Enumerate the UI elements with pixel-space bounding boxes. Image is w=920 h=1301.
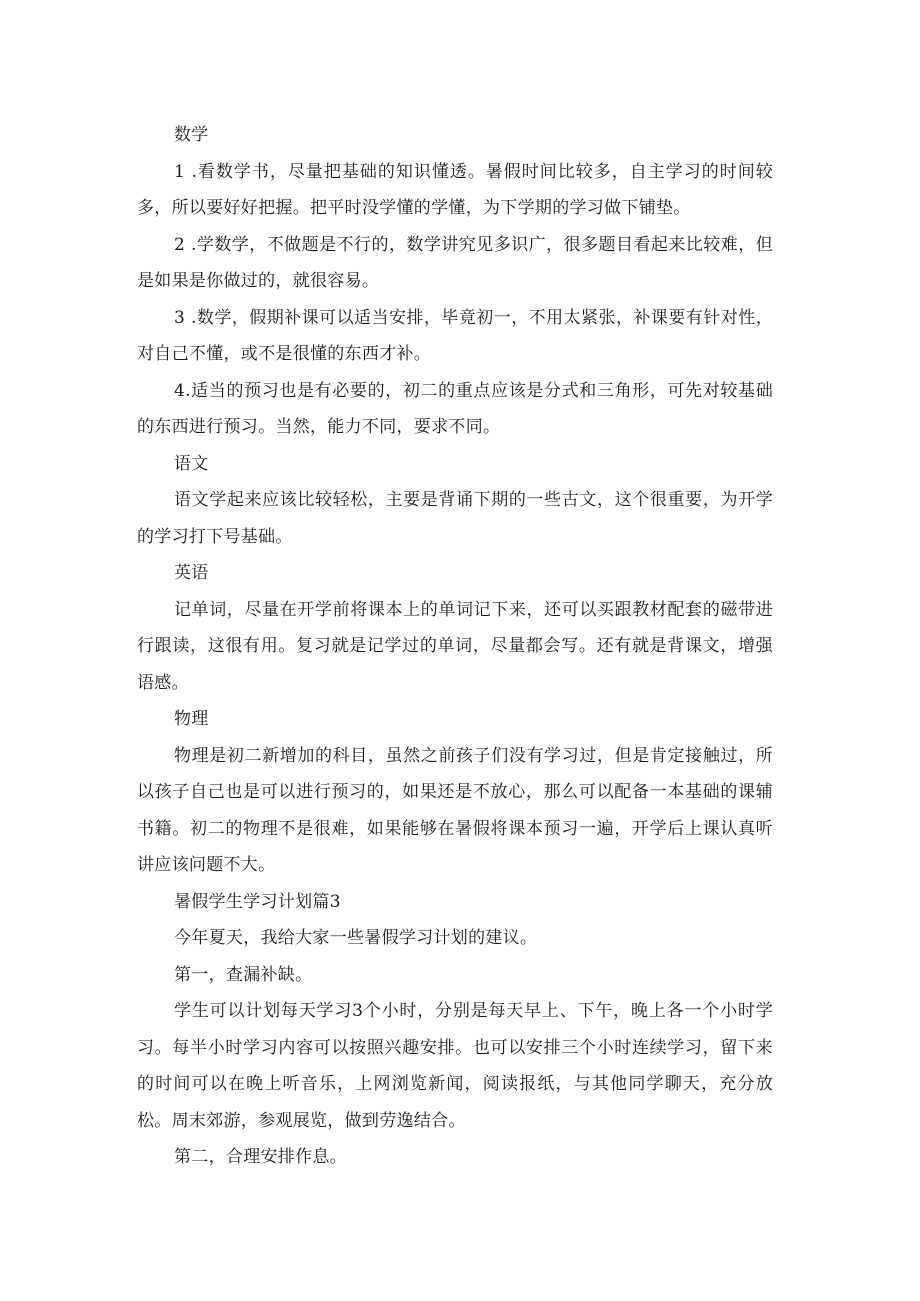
subheading: 第二，合理安排作息。 bbox=[174, 1147, 347, 1167]
paragraph: 物理是初二新增加的科目，虽然之前孩子们没有学习过，但是肯定接触过，所以孩子自己也是可以进行预习的，如果还是不放心，那么可以配备一本基础的课辅书籍。初二的物理不是很难，如果能够在暑假将课本预习一遍，开学后上课认真听讲应该问题不大。 bbox=[137, 745, 773, 875]
heading-physics: 物理 bbox=[174, 709, 209, 729]
paragraph: 4.适当的预习也是有必要的，初二的重点应该是分式和三角形，可先对较基础的东西进行预习。当然，能力不同，要求不同。 bbox=[137, 380, 773, 437]
heading-chinese: 语文 bbox=[174, 453, 209, 474]
subheading: 第一，查漏补缺。 bbox=[174, 964, 313, 985]
paragraph: 3 .数学，假期补课可以适当安排，毕竟初一，不用太紧张，补课要有针对性，对自己不懂，或不是很懂的东西才补。 bbox=[137, 307, 773, 364]
heading-math: 数学 bbox=[174, 125, 209, 145]
heading-english: 英语 bbox=[174, 563, 209, 583]
paragraph: 今年夏天，我给大家一些暑假学习计划的建议。 bbox=[174, 928, 538, 948]
paragraph: 1 .看数学书，尽量把基础的知识懂透。暑假时间比较多，自主学习的时间较多，所以要好好把握。把平时没学懂的学懂，为下学期的学习做下铺垫。 bbox=[137, 161, 773, 218]
section-title: 暑假学生学习计划篇3 bbox=[174, 891, 341, 912]
paragraph: 2 .学数学，不做题是不行的，数学讲究见多识广，很多题目看起来比较难，但是如果是你做过的，就很容易。 bbox=[137, 234, 773, 291]
paragraph: 学生可以计划每天学习3个小时，分别是每天早上、下午，晚上各一个小时学习。每半小时学习内容可以按照兴趣安排。也可以安排三个小时连续学习，留下来的时间可以在晚上听音乐，上网浏览新闻，阅读报纸，与其他同学聊天，充分放松。周末郊游，参观展览，做到劳逸结合。 bbox=[137, 1001, 773, 1131]
paragraph: 记单词，尽量在开学前将课本上的单词记下来，还可以买跟教材配套的磁带进行跟读，这很有用。复习就是记学过的单词，尽量都会写。还有就是背课文，增强语感。 bbox=[137, 599, 773, 693]
paragraph: 语文学起来应该比较轻松，主要是背诵下期的一些古文，这个很重要，为开学的学习打下号基础。 bbox=[137, 490, 773, 547]
document-body bbox=[137, 117, 773, 1176]
